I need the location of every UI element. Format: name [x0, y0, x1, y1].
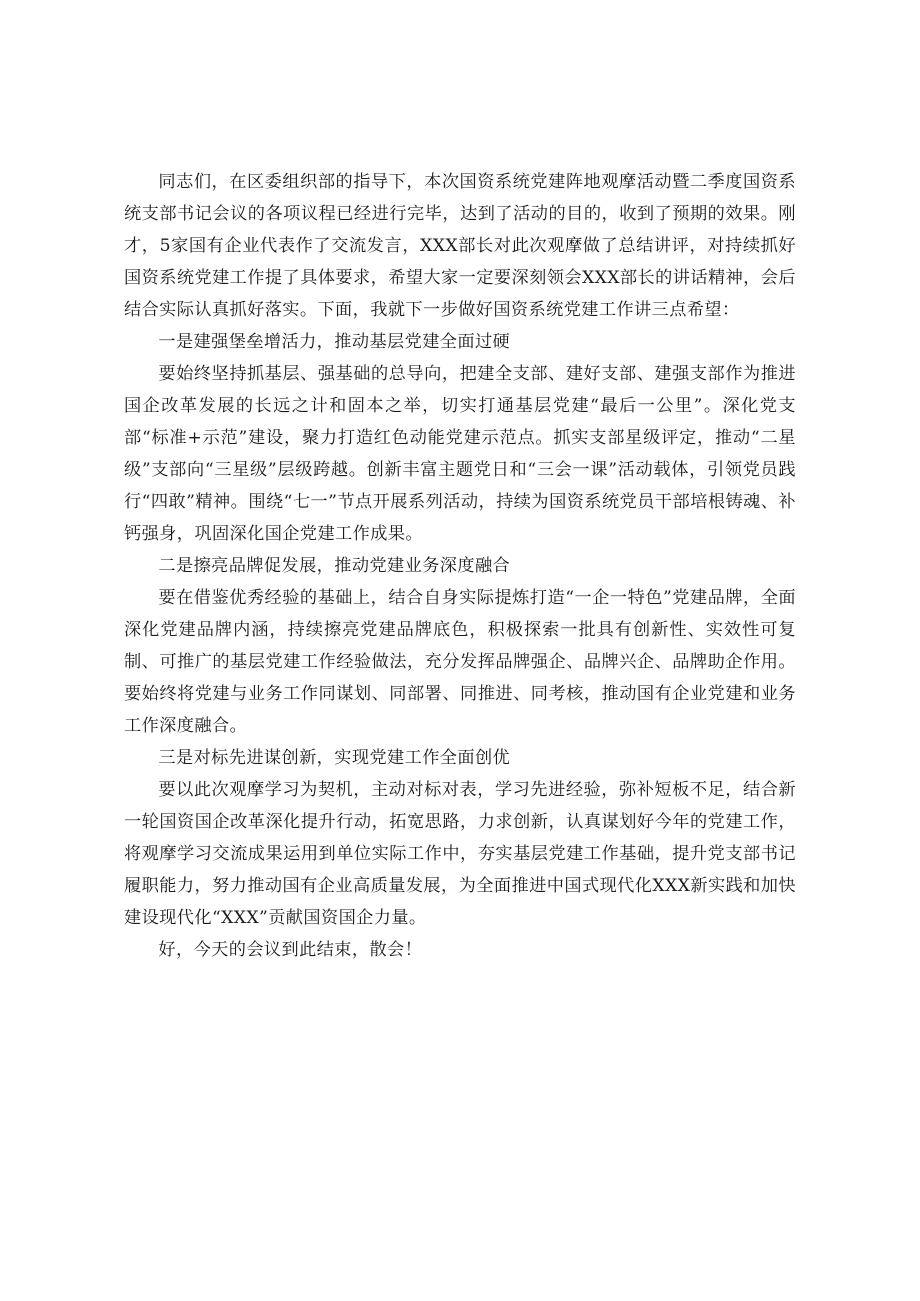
closing-paragraph: 好，今天的会议到此结束，散会！ [158, 940, 423, 960]
opening-paragraph: 同志们，在区委组织部的指导下，本次国资系统党建阵地观摩活动暨二季度国资系统支部书记会议的各项议程已经进行完毕，达到了活动的目的，收到了预期的效果。刚才，5家国有企业代表作了交流发言，XXX部长对此次观摩做了总结讲评，对持续抓好国资系统党建工作提了具体要求，希望大家一定要深刻领会XXX部长的讲话精神，会后结合实际认真抓好落实。下面，我就下一步做好国资系统党建工作讲三点希望： [124, 172, 796, 320]
section-heading-3: 三是对标先进谋创新，实现党建工作全面创优 [158, 748, 511, 768]
section-body-1: 要始终坚持抓基层、强基础的总导向，把建全支部、建好支部、建强支部作为推进国企改革发展的长远之计和固本之举，切实打通基层党建“最后一公里”。深化党支部“标准+示范”建设，聚力打造红色动能党建示范点。抓实支部星级评定，推动“二星级”支部向“三星级”层级跨越。创新丰富主题党日和“三会一课”活动载体，引领党员践行“四敢”精神。围绕“七一”节点开展系列活动，持续为国资系统党员干部培根铸魂、补钙强身，巩固深化国企党建工作成果。 [124, 364, 796, 544]
section-body-2: 要在借鉴优秀经验的基础上，结合自身实际提炼打造“一企一特色”党建品牌，全面深化党建品牌内涵，持续擦亮党建品牌底色，积极探索一批具有创新性、实效性可复制、可推广的基层党建工作经验做法，充分发挥品牌强企、品牌兴企、品牌助企作用。要始终将党建与业务工作同谋划、同部署、同推进、同考核，推动国有企业党建和业务工作深度融合。 [124, 588, 796, 736]
section-heading-1: 一是建强堡垒增活力，推动基层党建全面过硬 [158, 332, 511, 352]
section-heading-2: 二是擦亮品牌促发展，推动党建业务深度融合 [158, 556, 511, 576]
section-body-3: 要以此次观摩学习为契机，主动对标对表，学习先进经验，弥补短板不足，结合新一轮国资国企改革深化提升行动，拓宽思路，力求创新，认真谋划好今年的党建工作，将观摩学习交流成果运用到单位实际工作中，夯实基层党建工作基础，提升党支部书记履职能力，努力推动国有企业高质量发展，为全面推进中国式现代化XXX新实践和加快建设现代化“XXX”贡献国资国企力量。 [124, 780, 796, 928]
document-body [124, 166, 796, 966]
